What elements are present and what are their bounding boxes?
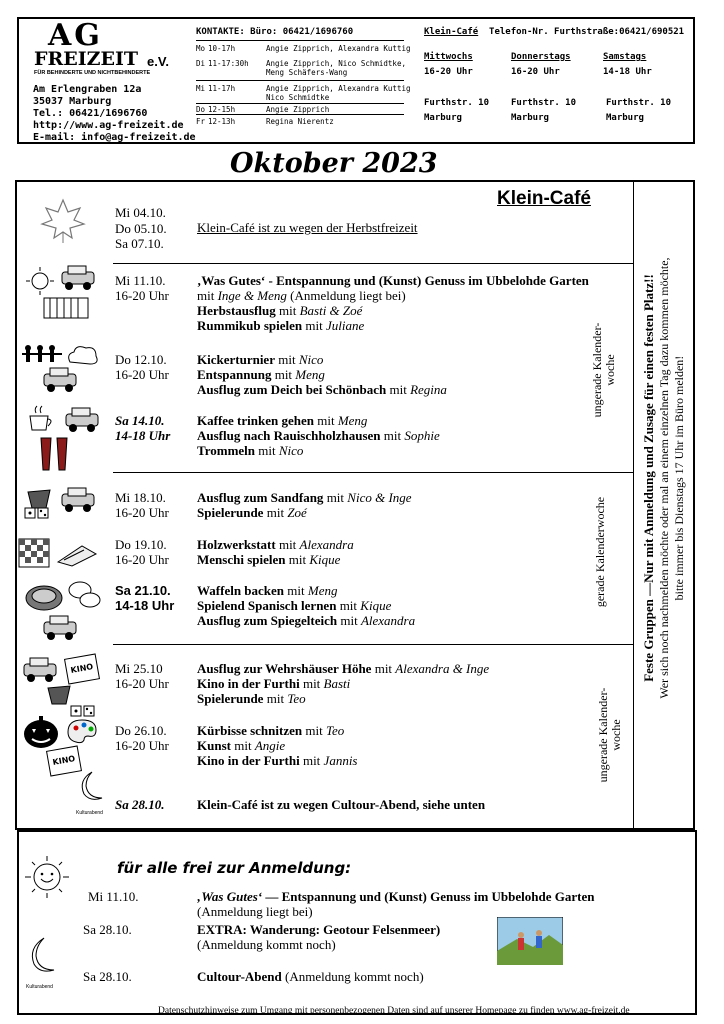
week-label-2: gerade Kalenderwoche <box>593 496 607 608</box>
event-day: Mi 25.10 16-20 Uhr <box>115 661 169 691</box>
event-activities: Ausflug zur Wehrshäuser Höhe mit Alexandra & Inge Kino in der Furthi mit Basti Spielerunde mit Teo <box>197 661 490 706</box>
open-event-day: Mi 11.10. <box>88 889 139 904</box>
car-icon <box>20 654 60 684</box>
kontakte-label: KONTAKTE: Büro: 06421/1696760 <box>196 27 354 37</box>
event-day: Sa 14.10. 14-18 Uhr <box>115 413 171 443</box>
page-title: Oktober 2023 <box>230 148 438 179</box>
event-activities: Kickerturnier mit Nico Entspannung mit Meng Ausflug zum Deich bei Schönbach mit Regina <box>197 352 447 397</box>
kulturabend-label: Kulturabend <box>26 984 53 990</box>
car-icon <box>58 262 98 292</box>
woodwork-icon <box>54 540 100 568</box>
cafe-donnerstags: Donnerstags 16-20 Uhr <box>511 52 571 77</box>
event-activities: Waffeln backen mit Meng Spielend Spanisch lernen mit Kique Ausflug zum Spiegelteich mit Alexandra <box>197 583 416 628</box>
drums-icon <box>38 434 72 474</box>
contact-mo: Mo 10-17h Angie Zipprich, Alexandra Kuttig <box>196 44 411 53</box>
waffle-iron-icon <box>22 578 66 614</box>
cafe-mittwochs: Mittwochs 16-20 Uhr <box>424 52 473 77</box>
closed-note: Klein-Café ist zu wegen Cultour-Abend, siehe unten <box>197 797 486 812</box>
address-email[interactable]: E-mail: info@ag-freizeit.de <box>33 132 196 143</box>
event-activities: ‚Was Gutes‘ - Entspannung und (Kunst) Genuss im Ubbelohde Garten mit Inge & Meng (Anmeldung liegt bei) Herbstausflug mit Basti & Zoé Rummikub spielen mit Juliane <box>197 273 589 333</box>
event-day: Do 19.10. 16-20 Uhr <box>115 537 169 567</box>
section-title: Klein-Café <box>497 188 591 209</box>
side-divider <box>633 182 634 828</box>
logo-subtitle: FÜR BEHINDERTE UND NICHTBEHINDERTE <box>34 70 151 76</box>
coffee-cup-icon <box>26 404 56 434</box>
contact-di: Di 11-17:30h Angie Zipprich, Nico Schmidtke, Meng Schäfers-Wang <box>196 59 406 77</box>
contact-fr: Fr 12-13h Regina Nierentz <box>196 117 334 126</box>
sun-icon <box>22 854 72 900</box>
cafe-samstags: Samstags 14-18 Uhr <box>603 52 652 77</box>
moon-icon <box>24 934 60 982</box>
closed-note: Klein-Café ist zu wegen der Herbstfreizeit <box>197 220 418 235</box>
open-event-text: EXTRA: Wanderung: Geotour Felsenmeer) (Anmeldung kommt noch) <box>197 922 441 952</box>
event-day: Sa 28.10. <box>115 797 165 812</box>
cafe-header: Klein-Café Telefon-Nr. Furthstraße:06421/690521 <box>424 27 685 37</box>
open-event-text: ‚Was Gutes‘ — Entspannung und (Kunst) Genuss im Ubbelohde Garten (Anmeldung liegt bei) <box>197 889 595 919</box>
event-activities: Kaffee trinken gehen mit Meng Ausflug nach Rauischholzhausen mit Sophie Trommeln mit Nico <box>197 413 440 458</box>
logo-ev: e.V. <box>147 54 169 69</box>
event-day: Do 26.10. 16-20 Uhr <box>115 723 169 753</box>
open-event-day: Sa 28.10. <box>83 969 132 984</box>
musicians-icon <box>40 290 92 326</box>
moon-icon <box>74 768 106 808</box>
event-day: Sa 21.10. 14-18 Uhr <box>115 583 175 613</box>
event-day: Do 12.10. 16-20 Uhr <box>115 352 169 382</box>
address-street: Am Erlengraben 12a <box>33 84 142 95</box>
logo-ag: AG <box>48 18 103 53</box>
kino-sign-icon: KINO <box>46 745 82 776</box>
logo-freizeit: FREIZEIT <box>34 48 139 70</box>
contact-do: Do 12-15h Angie Zipprich <box>196 105 330 114</box>
cafe-location-1: Furthstr. 10 Marburg <box>424 98 490 123</box>
event-activities: Kürbisse schnitzen mit Teo Kunst mit Angie Kino in der Furthi mit Jannis <box>197 723 358 768</box>
kulturabend-label: Kulturabend <box>76 810 103 816</box>
hiking-photo-icon <box>497 917 563 965</box>
side-note-line2: Wer sich noch nachmelden möchte oder mal an einem einzelnen Tag dazu kommen möchte, <box>657 257 671 699</box>
open-events-title: für alle frei zur Anmeldung: <box>117 859 352 877</box>
car-icon <box>40 612 80 642</box>
open-event-day: Sa 28.10. <box>83 922 132 937</box>
event-day: Mi 18.10. 16-20 Uhr <box>115 490 169 520</box>
event-activities: Ausflug zum Sandfang mit Nico & Inge Spielerunde mit Zoé <box>197 490 412 520</box>
event-activities: Holzwerkstatt mit Alexandra Menschi spielen mit Kique <box>197 537 354 567</box>
car-icon <box>58 484 98 514</box>
footer-privacy-note: Datenschutzhinweise zum Umgang mit personenbezogenen Daten sind auf unserer Homepage zu finden www.ag-freizeit.de <box>158 1006 630 1016</box>
address-block <box>33 84 196 144</box>
address-phone: Tel.: 06421/1696760 <box>33 108 148 119</box>
speech-bubbles-icon <box>66 580 102 610</box>
car-icon <box>40 364 80 394</box>
cafe-location-2: Furthstr. 10 Marburg <box>511 98 577 123</box>
week-label-3: ungerade Kalender-woche <box>596 687 623 783</box>
dice-icon <box>24 506 50 520</box>
cafe-location-3: Furthstr. 10 Marburg <box>606 98 672 123</box>
week-label-1: ungerade Kalender-woche <box>590 322 617 418</box>
chessboard-icon <box>18 538 50 568</box>
pumpkin-icon <box>22 714 60 750</box>
closed-days: Mi 04.10. Do 05.10. Sa 07.10. <box>115 205 167 251</box>
address-city: 35037 Marburg <box>33 96 112 107</box>
kino-sign-icon: KINO <box>64 653 100 684</box>
side-note-line1: Feste Gruppen —Nur mit Anmeldung und Zusage für einen festen Platz!! <box>641 274 656 682</box>
car-icon <box>62 404 102 434</box>
palette-icon <box>64 716 100 746</box>
event-day: Mi 11.10. 16-20 Uhr <box>115 273 169 303</box>
open-event-text: Cultour-Abend (Anmeldung kommt noch) <box>197 969 424 984</box>
side-note-line3: bitte immer bis Dienstags 17 Uhr im Büro melden! <box>672 355 686 601</box>
contact-mi: Mi 11-17h Angie Zipprich, Alexandra Kuttig Nico Schmidtke <box>196 84 411 102</box>
address-website[interactable]: http://www.ag-freizeit.de <box>33 120 184 131</box>
maple-leaf-icon <box>38 196 88 244</box>
